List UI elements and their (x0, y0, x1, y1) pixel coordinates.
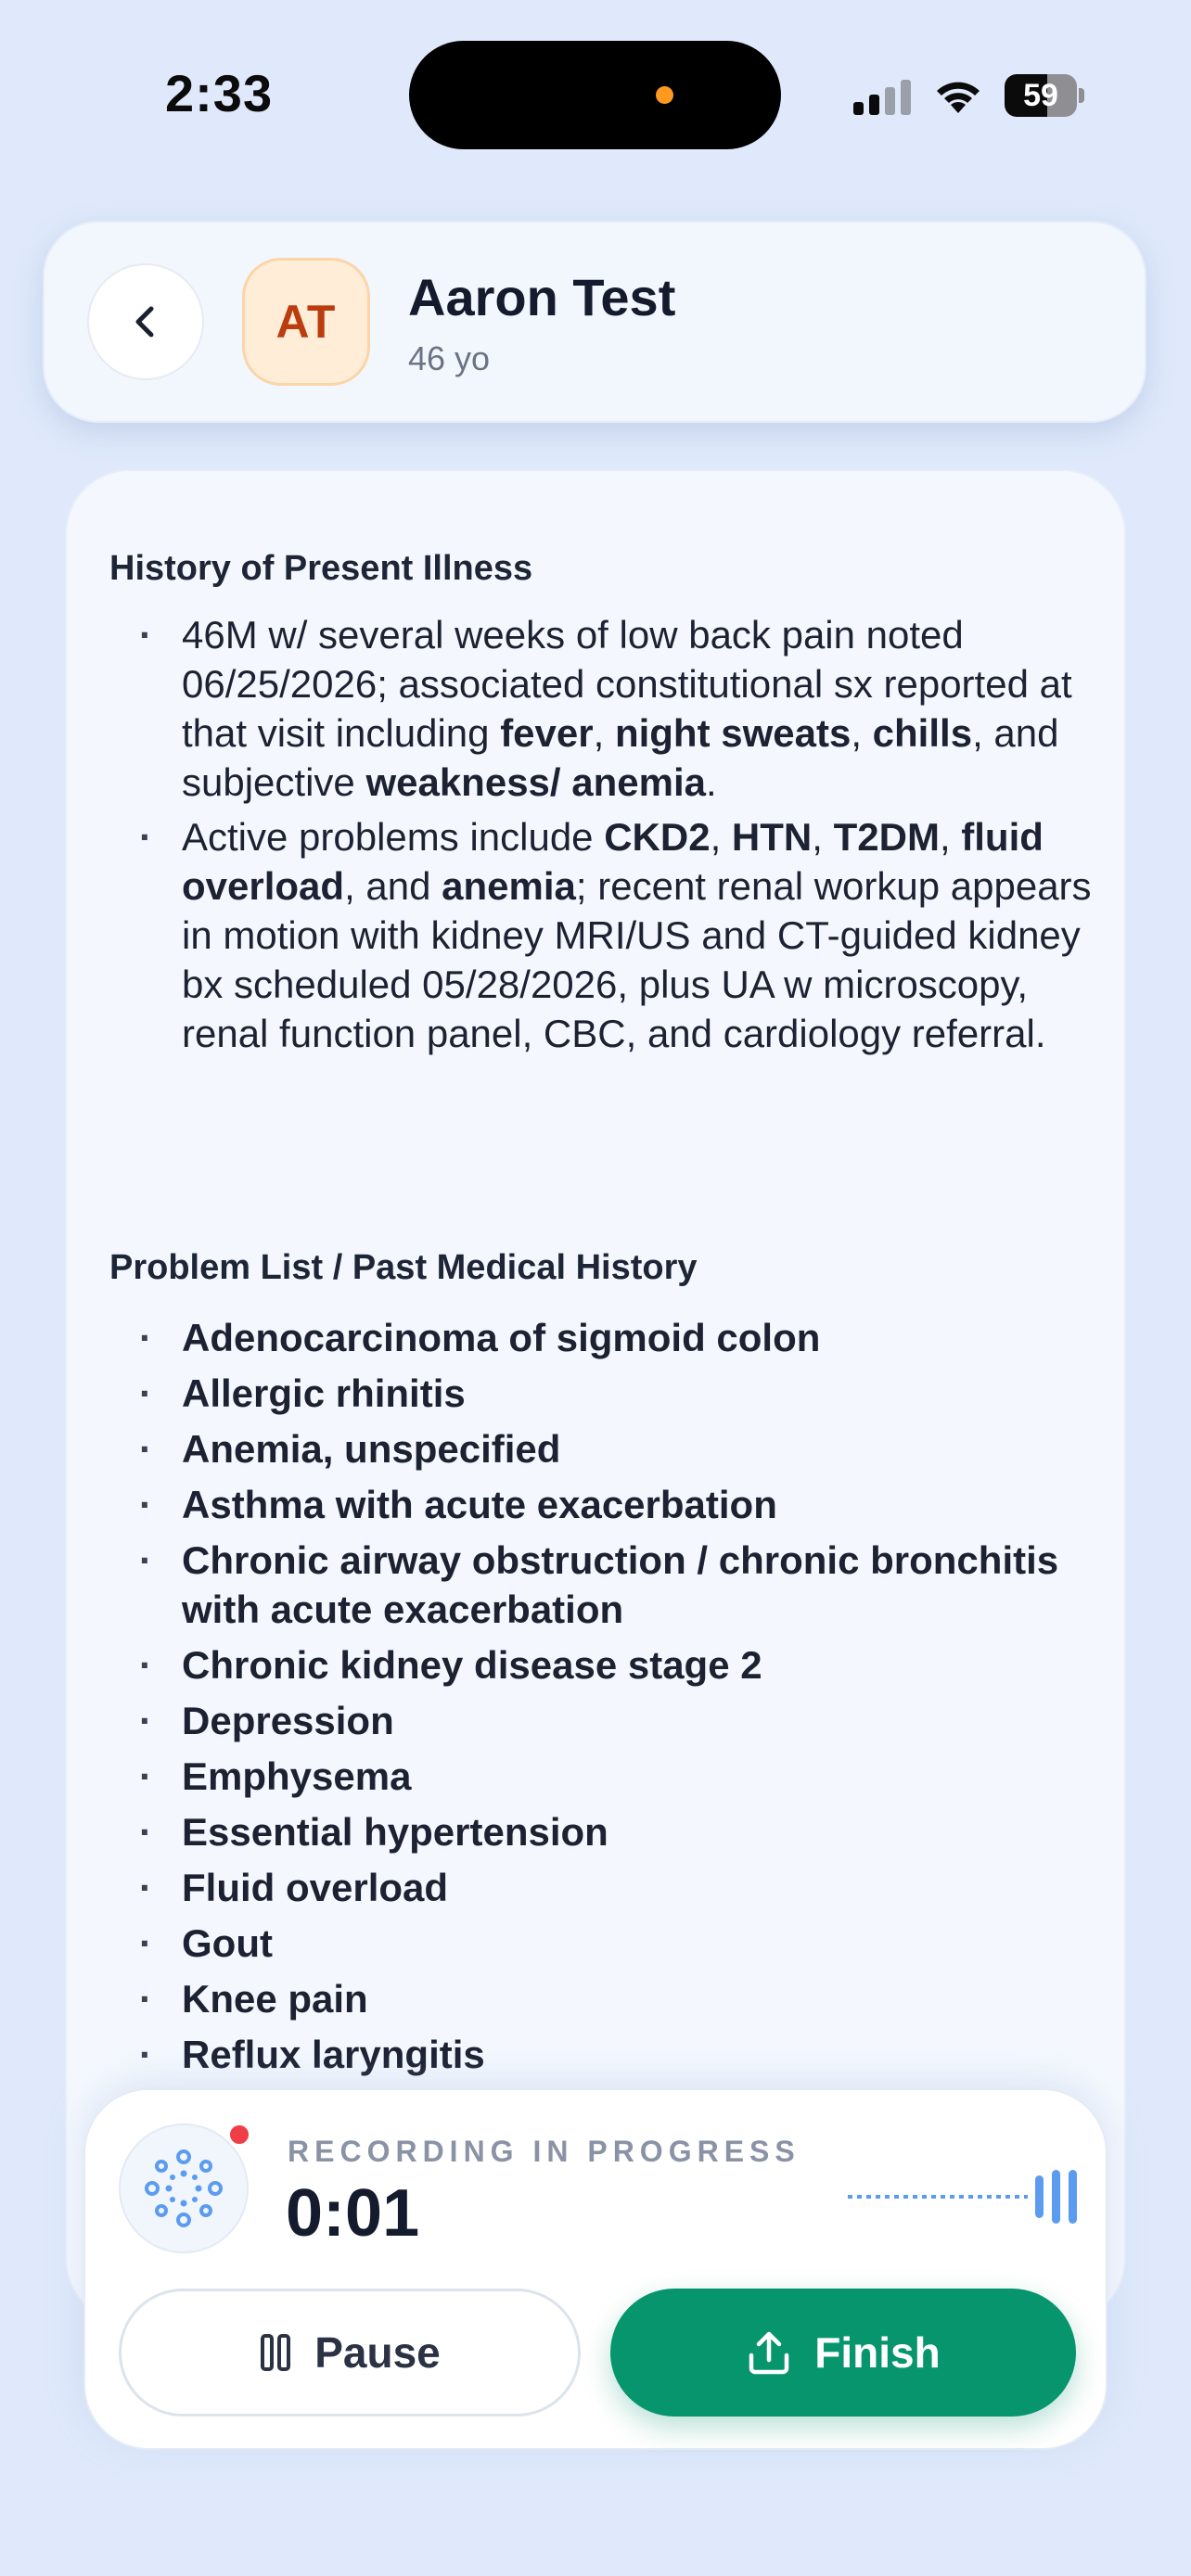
hpi-item: · Active problems include CKD2, HTN, T2DM, fluid overload, and anemia; recent renal workup appears in motion with kidney MRI/US and CT-guided kidney bx scheduled 05/28/2026, plus UA w microscopy, renal function panel, CBC, and cardiology referral. (109, 812, 1093, 1058)
pmh-item: · Chronic kidney disease stage 2 (109, 1640, 1093, 1690)
status-time: 2:33 (165, 64, 274, 122)
clinical-note-card (65, 469, 1126, 2324)
hpi-list (109, 610, 1093, 1064)
battery-icon (1005, 74, 1084, 117)
recording-panel (83, 2088, 1108, 2450)
pmh-item: · Reflux laryngitis (109, 2030, 1093, 2079)
recording-indicator-dot (226, 2122, 252, 2148)
privacy-indicator-dot (656, 86, 673, 104)
audio-waveform-icon (846, 2164, 1087, 2229)
pmh-list (109, 1313, 1093, 2141)
pmh-item: · Emphysema (109, 1752, 1093, 1801)
chevron-left-icon (127, 300, 164, 344)
patient-age: 46 yo (408, 339, 491, 377)
pmh-item: · Depression (109, 1696, 1093, 1745)
back-button[interactable] (87, 263, 204, 380)
pmh-item: · Essential hypertension (109, 1807, 1093, 1856)
finish-label: Finish (814, 2328, 941, 2377)
patient-name: Aaron Test (408, 268, 676, 326)
pmh-item: · Chronic airway obstruction / chronic bronchitis with acute exacerbation (109, 1536, 1093, 1634)
battery-level-text: 59 (1023, 78, 1058, 113)
pause-label: Pause (314, 2328, 441, 2377)
pmh-item: · Asthma with acute exacerbation (109, 1480, 1093, 1529)
patient-header (43, 221, 1146, 423)
pmh-section-title: Problem List / Past Medical History (109, 1248, 698, 1287)
pmh-item: · Anemia, unspecified (109, 1424, 1093, 1473)
dynamic-island (409, 41, 781, 149)
pmh-item: · Allergic rhinitis (109, 1369, 1093, 1418)
pmh-item: · Gout (109, 1919, 1093, 1968)
hpi-item: · 46M w/ several weeks of low back pain noted 06/25/2026; associated constitutional sx reported at that visit including fever, night sweats, chills, and subjective weakness/ anemia. (109, 610, 1093, 807)
pmh-item: · Knee pain (109, 1974, 1093, 2023)
pause-button[interactable] (119, 2289, 581, 2417)
patient-avatar: AT (242, 258, 370, 386)
status-bar (0, 0, 1191, 185)
recording-timer: 0:01 (286, 2176, 420, 2251)
upload-icon (746, 2329, 792, 2376)
recording-status: RECORDING IN PROGRESS (288, 2135, 800, 2168)
hpi-section-title: History of Present Illness (109, 549, 533, 588)
wifi-icon (933, 76, 983, 115)
pause-icon (259, 2333, 292, 2372)
finish-button[interactable] (610, 2289, 1076, 2417)
pmh-item: · Adenocarcinoma of sigmoid colon (109, 1313, 1093, 1362)
cellular-signal-icon (853, 80, 913, 115)
pmh-item: · Fluid overload (109, 1863, 1093, 1912)
